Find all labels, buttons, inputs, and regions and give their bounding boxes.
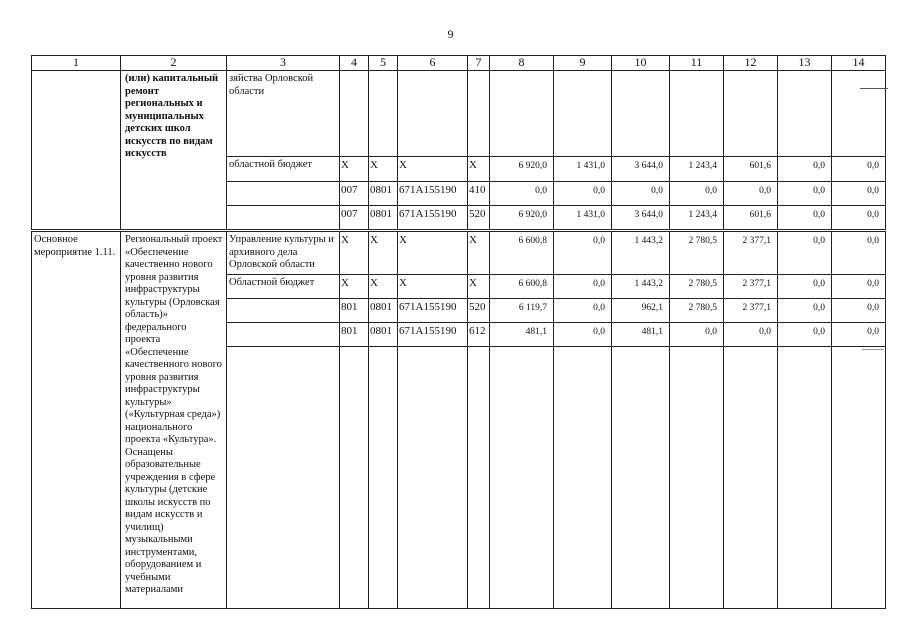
scan-mark [860, 88, 888, 89]
table-row: 801 0801 671A155190 612 481,1 0,0 481,1 0,0 0,0 0,0 0,0 [32, 322, 886, 346]
col-header: 3 [227, 56, 340, 71]
table-row [32, 71, 886, 157]
col-header: 8 [490, 56, 554, 71]
scan-mark [862, 349, 884, 350]
col-header: 13 [778, 56, 832, 71]
header-row [32, 56, 886, 71]
table-row: 007 0801 671A155190 520 6 920,0 1 431,0 3 644,0 1 243,4 601,6 0,0 0,0 [32, 206, 886, 231]
budget-table [31, 55, 886, 609]
table-row: Основное мероприятие 1.11. Региональный проект «Обеспечение качественно нового уровня развития инфраструктуры культуры (Орловская область)» федерального проекта «Обеспечение качественного нового уровня развития инфраструктуры культуры» («Культурная среда») национального проекта «Культура». Оснащены образовательные учреждения в сфере культуры (детские школы искусств по видам искусств и училищ) музыкальными инструментами, оборудованием и учебными материалами Управление культуры и архивного дела Орловской области X X X X 6 600,8 0,0 1 443,2 2 780,5 2 377,1 0,0 0,0 [32, 231, 886, 275]
col-header: 7 [468, 56, 490, 71]
table-row: областной бюджет X X X X 6 920,0 1 431,0 3 644,0 1 243,4 601,6 0,0 0,0 [32, 157, 886, 182]
source-cell [227, 322, 340, 346]
source-cell: областной бюджет [227, 157, 340, 182]
col-header: 12 [724, 56, 778, 71]
table-row: 007 0801 671A155190 410 0,0 0,0 0,0 0,0 0,0 0,0 0,0 [32, 182, 886, 206]
source-cell [227, 182, 340, 206]
page-number: 9 [447, 27, 454, 41]
col-header: 11 [670, 56, 724, 71]
table-row: 801 0801 671A155190 520 6 119,7 0,0 962,1 2 780,5 2 377,1 0,0 0,0 [32, 298, 886, 322]
col-header: 10 [612, 56, 670, 71]
description-cell: (или) капитальный ремонт региональных и муниципальных детских школ искусств по видам искусств [121, 71, 227, 231]
measure-cell: Основное мероприятие 1.11. [32, 231, 121, 609]
measure-cell [32, 71, 121, 231]
source-cell [227, 298, 340, 322]
responsible-cell: Управление культуры и архивного дела Орловской области [227, 231, 340, 275]
col-header: 2 [121, 56, 227, 71]
description-cell: Региональный проект «Обеспечение качественно нового уровня развития инфраструктуры культуры (Орловская область)» федерального проекта «Обеспечение качественного нового уровня развития инфраструктуры культуры» («Культурная среда») национального проекта «Культура». Оснащены образовательные учреждения в сфере культуры (детские школы искусств по видам искусств и училищ) музыкальными инструментами, оборудованием и учебными материалами [121, 231, 227, 609]
col-header: 14 [832, 56, 886, 71]
source-cell: Областной бюджет [227, 274, 340, 298]
responsible-cell: зяйства Орловской области [227, 71, 340, 157]
col-header: 9 [554, 56, 612, 71]
table-row: Областной бюджет X X X X 6 600,8 0,0 1 443,2 2 780,5 2 377,1 0,0 0,0 [32, 274, 886, 298]
source-cell [227, 206, 340, 231]
col-header: 1 [32, 56, 121, 71]
col-header: 4 [340, 56, 369, 71]
col-header: 6 [398, 56, 468, 71]
col-header: 5 [369, 56, 398, 71]
